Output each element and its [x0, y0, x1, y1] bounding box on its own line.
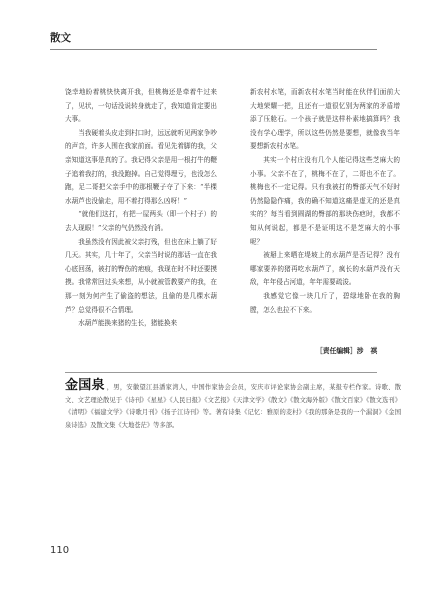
right-text-column [250, 86, 400, 317]
paragraph: 我虽然没有因此被父亲打残，但也在床上躺了好几天。其实，几十年了，父亲当时说的那话一直在我心底回荡，被打的臀伤的疤痕，我现在时不时还要摸摸。我常常回过头来想，从小就被管教要产的我，在那一刻为何产生了偷盗的想法，且偷的是几棵水葫芦？总觉得很不合情理。 [65, 237, 217, 314]
section-title: 散文 [50, 32, 71, 44]
page-number: 110 [50, 545, 70, 556]
editor-credit: ［责任编辑］涉 祺 [316, 347, 378, 355]
paragraph: 当我硬着头皮走到村口时，远远就听见两家争吵的声音，许多人围在我家前面。看见先着脚的我，父亲知道这事是真的了。我记得父亲是用一根打牛的鞭子追着我打的，我没跑掉。自己觉得理亏，也没怎么跑，足二哥把父亲手中的那根鞭子夺了下来：“半棵水葫芦也没偷走，用不着打得那么凶呀！” [65, 128, 217, 205]
paragraph: 被掰上来晒在堤坡上的水葫芦是否记得？没有哪家要养的猪再吃水葫芦了，疯长的水葫芦没有天敌，年年侵占河道，年年需要疏浚。 [250, 251, 400, 287]
author-bio-text: ，男，安徽望江县潘家湾人，中国作家协会会员，安庆市评论家协会副主席，某报专栏作家。诗歌、散文、文艺理论散见于《诗刊》《星星》《人民日报》《文艺报》《天津文学》《散文》《散文海外版》《散文百家》《散文选刊》《清明》《福建文学》《诗歌月刊》《扬子江诗刊》等。著有诗集《记忆：雅原的麦村》《我的那条是我的一个漏洞》《金国泉诗选》及散文集《大地苍茫》等多部。 [65, 384, 401, 429]
author-bio [65, 380, 401, 432]
paragraph: 新农村水笔，而新农村水笔当时能在伙伴们面前大大地荣耀一把，且还有一道很忆别为两家的矛盾增添了压舱石。一个孩子就是这样朴素地搞算吗？我没有学心理学，所以这些仍然是要想，就像我当年要想新农村水笔。 [250, 88, 400, 151]
bio-divider [65, 372, 377, 373]
header-divider [50, 49, 377, 50]
paragraph: 我感觉它像一块几斤了，碧绿地卧在我的胸膛，怎么也拉不下来。 [250, 291, 400, 314]
author-name: 金国泉 [65, 378, 105, 393]
paragraph: 其实一个村庄没有几个人能记得这些芝麻大的小事。父亲不在了，桃梅不在了，二哥也不在了。桃梅也不一定记得。只有我被打的臀部天气不好时仍然隐隐作痛，我的确不知道这痛是虚无的还是真实的？每当看到圆湖的臀部的那块伤疤时，我都不知从何说起，都是不是证明这不是芝麻大的小事呢？ [250, 155, 400, 246]
left-text-column [65, 86, 217, 331]
paragraph: “就他们这打，有把一屋两头（即一个村子）的去人现眼！”父亲的气仍然没有消。 [65, 210, 217, 232]
paragraph: 水葫芦能换来猪的生长，猪能换来 [78, 319, 178, 328]
paragraph: 饶幸地盼着桃快快离开我，但桃梅还是牵着牛过来了，见状，一句话没说转身就走了，我知道肯定要出大事。 [65, 88, 217, 124]
